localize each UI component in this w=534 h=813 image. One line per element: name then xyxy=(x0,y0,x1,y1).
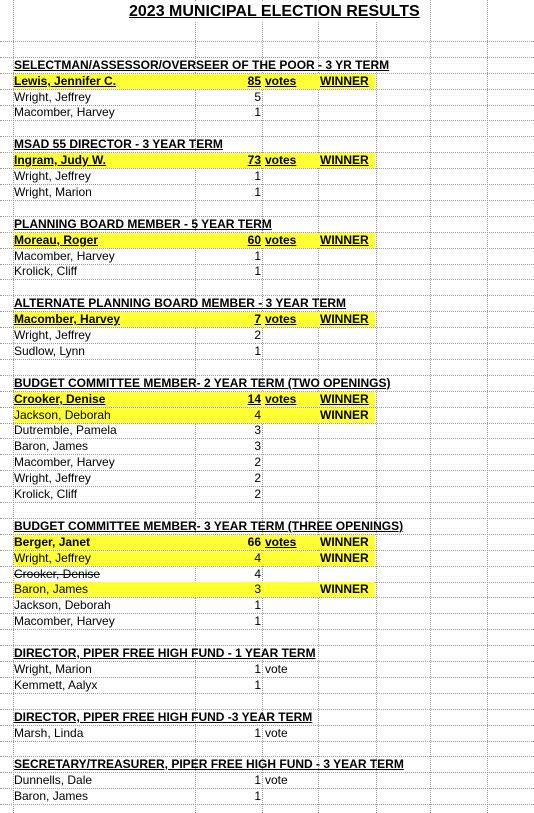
vote-count: 2 xyxy=(254,471,261,485)
vote-count: 4 xyxy=(254,408,261,422)
candidate-name: Jackson, Deborah xyxy=(14,598,111,612)
candidate-row xyxy=(0,726,534,742)
candidate-row xyxy=(0,423,534,439)
votes-unit-label: votes xyxy=(265,74,297,88)
candidate-row xyxy=(0,185,534,201)
winner-label: WINNER xyxy=(320,551,369,565)
candidate-row xyxy=(0,439,534,455)
section-header-row xyxy=(0,376,534,392)
vote-count: 1 xyxy=(254,726,261,740)
candidate-name: Berger, Janet xyxy=(14,535,91,549)
candidate-row xyxy=(0,344,534,360)
candidate-row xyxy=(0,551,534,567)
candidate-row xyxy=(0,773,534,789)
candidate-row xyxy=(0,408,534,424)
section-header: PLANNING BOARD MEMBER - 5 YEAR TERM xyxy=(14,217,272,231)
candidate-row xyxy=(0,90,534,106)
votes-unit-label: vote xyxy=(265,726,288,740)
votes-unit-label: vote xyxy=(265,662,288,676)
vote-count: 1 xyxy=(254,614,261,628)
section-header: DIRECTOR, PIPER FREE HIGH FUND -3 YEAR TERM xyxy=(14,710,313,724)
candidate-name: Dutremble, Pamela xyxy=(14,423,117,437)
blank-row xyxy=(0,360,534,376)
candidate-name: Krolick, Cliff xyxy=(14,264,78,278)
section-header: DIRECTOR, PIPER FREE HIGH FUND - 1 YEAR TERM xyxy=(14,646,316,660)
candidate-row xyxy=(0,233,534,249)
candidate-row xyxy=(0,392,534,408)
blank-row xyxy=(0,42,534,58)
section-header: SECRETARY/TREASURER, PIPER FREE HIGH FUND - 3 YEAR TERM xyxy=(14,757,404,771)
candidate-row xyxy=(0,169,534,185)
candidate-name: Crooker, Denise xyxy=(14,392,106,406)
votes-unit-label: votes xyxy=(265,153,297,167)
candidate-name: Jackson, Deborah xyxy=(14,408,111,422)
section-header-row xyxy=(0,296,534,312)
candidate-name: Baron, James xyxy=(14,789,89,803)
vote-count: 1 xyxy=(254,789,261,803)
vote-count: 4 xyxy=(254,567,261,581)
candidate-name: Dunnells, Dale xyxy=(14,773,93,787)
section-header-row xyxy=(0,58,534,74)
vote-count: 1 xyxy=(254,249,261,263)
candidate-row xyxy=(0,312,534,328)
section-header-row xyxy=(0,646,534,662)
blank-row xyxy=(0,280,534,296)
candidate-name: Moreau, Roger xyxy=(14,233,99,247)
blank-row xyxy=(0,201,534,217)
candidate-name: Macomber, Harvey xyxy=(14,614,115,628)
candidate-name: Wright, Jeffrey xyxy=(14,169,91,183)
candidate-row xyxy=(0,582,534,598)
section-header: MSAD 55 DIRECTOR - 3 YEAR TERM xyxy=(14,137,223,151)
candidate-row xyxy=(0,487,534,503)
winner-label: WINNER xyxy=(320,312,369,326)
candidate-name: Wright, Jeffrey xyxy=(14,328,91,342)
votes-unit-label: votes xyxy=(265,392,297,406)
candidate-name: Wright, Marion xyxy=(14,185,92,199)
vote-count: 60 xyxy=(247,233,261,247)
candidate-name: Krolick, Cliff xyxy=(14,487,78,501)
winner-label: WINNER xyxy=(320,582,369,596)
votes-unit-label: votes xyxy=(265,535,297,549)
vote-count: 1 xyxy=(254,105,261,119)
vote-count: 66 xyxy=(247,535,261,549)
vote-count: 1 xyxy=(254,185,261,199)
vote-count: 1 xyxy=(254,169,261,183)
candidate-row xyxy=(0,789,534,805)
winner-label: WINNER xyxy=(320,408,369,422)
winner-label: WINNER xyxy=(320,74,369,88)
section-header-row xyxy=(0,519,534,535)
candidate-name: Marsh, Linda xyxy=(14,726,84,740)
blank-row xyxy=(0,741,534,757)
vote-count: 1 xyxy=(254,678,261,692)
vote-count: 85 xyxy=(247,74,261,88)
blank-row xyxy=(0,26,534,42)
candidate-row xyxy=(0,471,534,487)
candidate-name: Sudlow, Lynn xyxy=(14,344,85,358)
section-header-row xyxy=(0,217,534,233)
section-header-row xyxy=(0,710,534,726)
vote-count: 1 xyxy=(254,773,261,787)
section-header: SELECTMAN/ASSESSOR/OVERSEER OF THE POOR - 3 YR TERM xyxy=(14,58,390,72)
candidate-name: Macomber, Harvey xyxy=(14,249,115,263)
votes-unit-label: votes xyxy=(265,312,297,326)
vote-count: 73 xyxy=(247,153,261,167)
vote-count: 4 xyxy=(254,551,261,565)
candidate-name: Wright, Jeffrey xyxy=(14,551,91,565)
blank-row xyxy=(0,121,534,137)
section-header: BUDGET COMMITTEE MEMBER- 2 YEAR TERM (TWO OPENINGS) xyxy=(14,376,391,390)
section-header-row xyxy=(0,137,534,153)
blank-row xyxy=(0,630,534,646)
winner-label: WINNER xyxy=(320,392,369,406)
candidate-name: Wright, Marion xyxy=(14,662,92,676)
votes-unit-label: votes xyxy=(265,233,297,247)
candidate-name: Ingram, Judy W. xyxy=(14,153,107,167)
candidate-row xyxy=(0,74,534,90)
candidate-name: Lewis, Jennifer C. xyxy=(14,74,117,88)
vote-count: 1 xyxy=(254,662,261,676)
candidate-row xyxy=(0,598,534,614)
candidate-name: Macomber, Harvey xyxy=(14,455,115,469)
vote-count: 2 xyxy=(254,455,261,469)
vote-count: 3 xyxy=(254,423,261,437)
vote-count: 1 xyxy=(254,598,261,612)
vote-count: 14 xyxy=(247,392,261,406)
candidate-name: Baron, James xyxy=(14,439,89,453)
blank-row xyxy=(0,694,534,710)
vote-count: 2 xyxy=(254,328,261,342)
winner-label: WINNER xyxy=(320,153,369,167)
vote-count: 2 xyxy=(254,487,261,501)
candidate-row xyxy=(0,614,534,630)
candidate-row xyxy=(0,153,534,169)
page-title: 2023 MUNICIPAL ELECTION RESULTS xyxy=(125,2,424,22)
candidate-row xyxy=(0,567,534,583)
candidate-name: Macomber, Harvey xyxy=(14,312,121,326)
candidate-row xyxy=(0,328,534,344)
candidate-row xyxy=(0,105,534,121)
vote-count: 3 xyxy=(254,439,261,453)
vote-count: 1 xyxy=(254,344,261,358)
candidate-name: Wright, Jeffrey xyxy=(14,471,91,485)
winner-label: WINNER xyxy=(320,535,369,549)
section-header: ALTERNATE PLANNING BOARD MEMBER - 3 YEAR TERM xyxy=(14,296,347,310)
candidate-row xyxy=(0,264,534,280)
candidate-name: Wright, Jeffrey xyxy=(14,90,91,104)
winner-label: WINNER xyxy=(320,233,369,247)
votes-unit-label: vote xyxy=(265,773,288,787)
vote-count: 7 xyxy=(254,312,261,326)
blank-row xyxy=(0,503,534,519)
candidate-name: Crooker, Denise xyxy=(14,567,101,581)
candidate-name: Macomber, Harvey xyxy=(14,105,115,119)
section-header-row xyxy=(0,757,534,773)
candidate-name: Baron, James xyxy=(14,582,89,596)
vote-count: 1 xyxy=(254,264,261,278)
vote-count: 3 xyxy=(254,582,261,596)
candidate-name: Kemmett, Aalyx xyxy=(14,678,98,692)
candidate-row xyxy=(0,455,534,471)
candidate-row xyxy=(0,249,534,265)
candidate-row xyxy=(0,678,534,694)
section-header: BUDGET COMMITTEE MEMBER- 3 YEAR TERM (THREE OPENINGS) xyxy=(14,519,404,533)
candidate-row xyxy=(0,535,534,551)
candidate-row xyxy=(0,662,534,678)
vote-count: 5 xyxy=(254,90,261,104)
